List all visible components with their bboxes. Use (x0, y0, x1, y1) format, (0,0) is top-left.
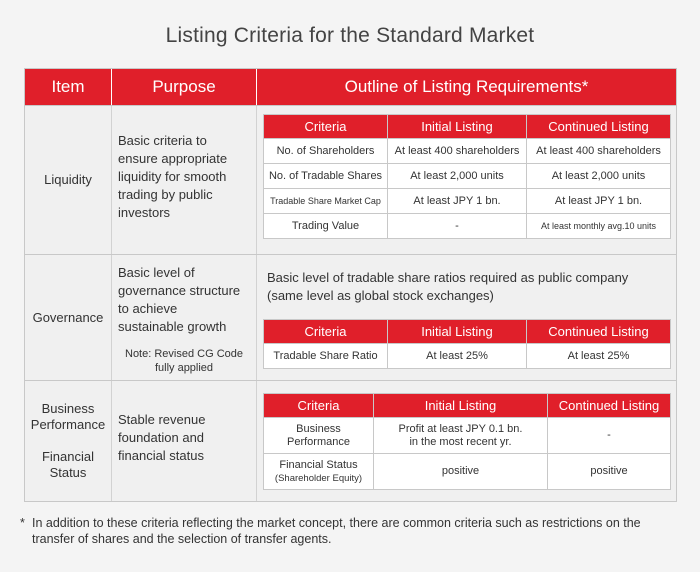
table-cell: At least 25% (527, 344, 671, 369)
liquidity-criteria-table (263, 114, 671, 239)
table-cell: At least JPY 1 bn. (527, 189, 671, 214)
liquidity-item-label: Liquidity (44, 172, 92, 187)
table-header-row (264, 115, 671, 139)
column-header: Criteria (264, 320, 388, 344)
table-row (264, 214, 671, 239)
table-cell: positive (374, 454, 548, 490)
governance-row (25, 254, 676, 380)
table-cell: Business Performance (264, 418, 374, 454)
business-item-label: Business Performance Financial Status (30, 401, 106, 480)
liquidity-outline (256, 106, 676, 254)
governance-note: Note: Revised CG Code fully applied (125, 348, 243, 374)
table-row (264, 418, 671, 454)
table-row (264, 164, 671, 189)
column-header: Continued Listing (548, 394, 671, 418)
footnote-text: In addition to these criteria reflecting the market concept, there are common criteria such as restrictions on the transfer of shares and the selection of transfer agents. (32, 516, 641, 546)
column-header: Initial Listing (388, 320, 527, 344)
table-header-row (264, 394, 671, 418)
business-outline (256, 381, 676, 501)
table-cell: Tradable Share Market Cap (264, 189, 388, 214)
table-cell: Tradable Share Ratio (264, 344, 388, 369)
table-cell: At least JPY 1 bn. (388, 189, 527, 214)
table-cell: At least 400 shareholders (388, 139, 527, 164)
column-header: Continued Listing (527, 320, 671, 344)
table-cell: At least 2,000 units (388, 164, 527, 189)
governance-outline (256, 255, 676, 380)
governance-purpose (111, 255, 256, 380)
table-header-row (264, 320, 671, 344)
table-cell: At least 2,000 units (527, 164, 671, 189)
header-item: Item (25, 69, 111, 105)
liquidity-row (25, 105, 676, 254)
table-cell: - (548, 418, 671, 454)
liquidity-purpose (111, 106, 256, 254)
table-cell: positive (548, 454, 671, 490)
column-header: Criteria (264, 115, 388, 139)
business-row (25, 380, 676, 501)
governance-criteria-table (263, 319, 671, 369)
table-row (264, 189, 671, 214)
column-header: Criteria (264, 394, 374, 418)
table-cell: No. of Shareholders (264, 139, 388, 164)
table-row (264, 139, 671, 164)
footnote (20, 515, 685, 547)
table-cell: - (388, 214, 527, 239)
column-header: Initial Listing (374, 394, 548, 418)
table-cell: Trading Value (264, 214, 388, 239)
business-criteria-table (263, 393, 671, 490)
table-cell: No. of Tradable Shares (264, 164, 388, 189)
governance-item-label: Governance (32, 309, 104, 325)
column-header: Continued Listing (527, 115, 671, 139)
table-row (264, 344, 671, 369)
table-cell: At least 25% (388, 344, 527, 369)
liquidity-purpose-text: Basic criteria to ensure appropriate liquidity for smooth trading by public investors (118, 133, 228, 220)
header-purpose: Purpose (111, 69, 256, 105)
business-purpose (111, 381, 256, 501)
governance-purpose-text: Basic level of governance structure to achieve sustainable growth (118, 265, 241, 334)
table-cell: Profit at least JPY 0.1 bn. in the most recent yr. (374, 418, 548, 454)
column-header: Initial Listing (388, 115, 527, 139)
business-purpose-text: Stable revenue foundation and financial status (118, 412, 206, 463)
criteria-table-frame (24, 68, 677, 502)
table-row (264, 454, 671, 490)
governance-outline-text: Basic level of tradable share ratios required as public company (same level as global stock exchanges) (267, 270, 629, 303)
table-cell: At least monthly avg.10 units (527, 214, 671, 239)
footnote-marker: * (20, 516, 25, 530)
table-cell: At least 400 shareholders (527, 139, 671, 164)
table-cell: Financial Status (Shareholder Equity) (264, 454, 374, 490)
header-outline: Outline of Listing Requirements* (256, 69, 676, 105)
page-title: Listing Criteria for the Standard Market (165, 24, 535, 47)
